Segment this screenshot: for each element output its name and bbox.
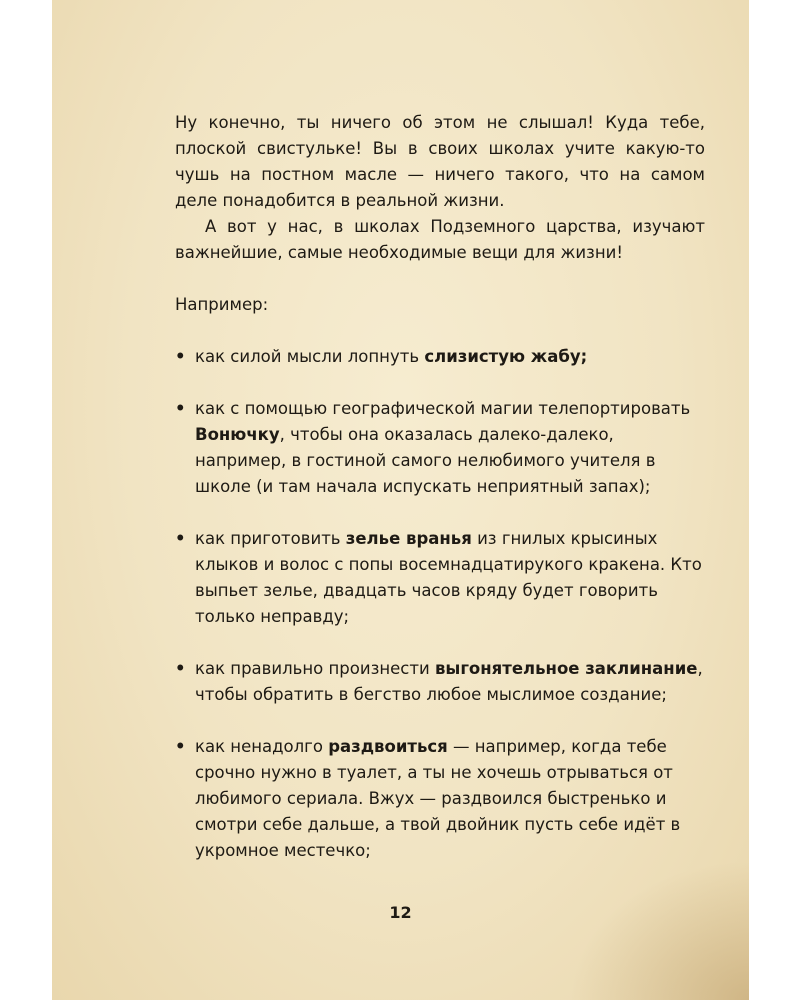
item-text: из гнилых крысиных клыков и волос с попы восемнадцатирукого кракена. Кто выпьет зелье, двадцать часов кряду будет говорить только неправду;: [195, 529, 702, 626]
item-text: как с помощью географической магии телепортировать: [195, 399, 691, 418]
item-bold-term: зелье вранья: [345, 529, 472, 548]
example-label: Например:: [175, 295, 269, 314]
page-body: [175, 110, 705, 890]
intro-paragraph-2: А вот у нас, в школах Подземного царства, изучают важнейшие, самые необходимые вещи для жизни!: [175, 217, 705, 262]
item-text: как правильно произнести: [195, 659, 435, 678]
list-item: [175, 344, 705, 370]
bullet-icon: •: [175, 399, 186, 418]
skills-list: [175, 344, 705, 864]
item-text: , чтобы она оказалась далеко-далеко, например, в гостиной самого нелюбимого учителя в школе (и там начала испускать неприятный запах);: [195, 425, 656, 496]
item-text: как приготовить: [195, 529, 346, 548]
item-text: как ненадолго: [195, 737, 329, 756]
list-item: [175, 656, 705, 708]
bullet-icon: •: [175, 347, 186, 366]
item-bold-term: Вонючку: [195, 425, 280, 444]
item-bold-term: раздвоиться: [328, 737, 448, 756]
item-bold-term: слизистую жабу;: [424, 347, 588, 366]
intro-paragraph-1: Ну конечно, ты ничего об этом не слышал! Куда тебе, плоской свистульке! Вы в своих школах учите какую-то чушь на постном масле — ничего такого, что на самом деле понадобится в реальной жизни.: [175, 113, 705, 210]
list-item: [175, 396, 705, 500]
bullet-icon: •: [175, 659, 186, 678]
bullet-icon: •: [175, 737, 186, 756]
spacer: [175, 266, 705, 292]
spacer: [175, 318, 705, 344]
item-text: , чтобы обратить в бегство любое мыслимое создание;: [195, 659, 703, 704]
bullet-icon: •: [175, 529, 186, 548]
page-number: 12: [389, 903, 412, 922]
list-item: [175, 734, 705, 864]
item-bold-term: выгонятельное заклинание: [434, 659, 698, 678]
book-page: [52, 0, 749, 1000]
item-text: как силой мысли лопнуть: [195, 347, 425, 366]
item-text: — например, когда тебе срочно нужно в туалет, а ты не хочешь отрываться от любимого сериала. Вжух — раздвоился быстренько и смотри себе дальше, а твой двойник пусть себе идёт в укромное местечко;: [195, 737, 681, 860]
list-item: [175, 526, 705, 630]
